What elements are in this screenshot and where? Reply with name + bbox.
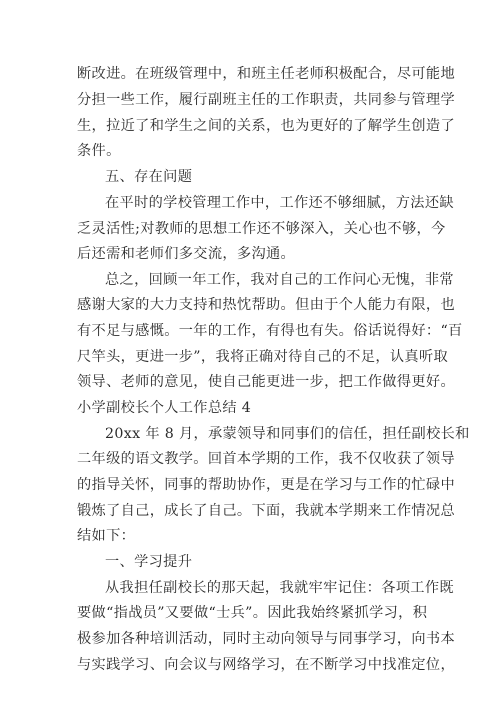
paragraph-line: 在平时的学校管理工作中，工作还不够细腻，方法还缺: [105, 195, 454, 211]
paragraph-line: 从我担任副校长的那天起，我就牢牢记住：各项工作既: [105, 580, 454, 596]
paragraph-line: 条件。: [77, 143, 121, 159]
paragraph-line: 锻炼了自己，成长了自己。下面，我就本学期来工作情况总: [77, 503, 455, 519]
paragraph-line: 与实践学习、向会议与网络学习，在不断学习中找准定位，: [77, 657, 455, 673]
paragraph-line: 的指导关怀，同事的帮助协作，更是在学习与工作的忙碌中: [77, 477, 455, 493]
paragraph-line: 有不足与感慨。一年的工作，有得也有失。俗话说得好：“百: [77, 323, 463, 339]
paragraph-line: 断改进。在班级管理中，和班主任老师积极配合，尽可能地: [77, 66, 455, 82]
paragraph-line: 后还需和老师们多交流，多沟通。: [77, 246, 296, 262]
paragraph-line: 要做“指战员”又要做“士兵”。因此我始终紧抓学习，积: [77, 605, 428, 621]
paragraph-line: 结如下：: [77, 528, 136, 544]
article-title: 小学副校长个人工作总结 4: [77, 400, 252, 416]
paragraph-line: 极参加各种培训活动，同时主动向领导与同事学习，向书本: [77, 631, 455, 647]
paragraph-line: 乏灵活性;对教师的思想工作还不够深入，关心也不够，今: [77, 221, 446, 237]
paragraph-line: 二年级的语文教学。回首本学期的工作，我不仅收获了领导: [77, 451, 455, 467]
paragraph-line: 20xx 年 8 月，承蒙领导和同事们的信任，担任副校长和: [105, 426, 470, 442]
paragraph-line: 生，拉近了和学生之间的关系，也为更好的了解学生创造了: [77, 118, 455, 134]
paragraph-line: 分担一些工作，履行副班主任的工作职责，共同参与管理学: [77, 92, 455, 108]
paragraph-line: 感谢大家的大力支持和热忱帮助。但由于个人能力有限，也: [77, 297, 455, 313]
section-heading: 一、学习提升: [105, 554, 193, 570]
paragraph-line: 领导、老师的意见，使自己能更进一步，把工作做得更好。: [77, 374, 455, 390]
paragraph-line: 总之，回顾一年工作，我对自己的工作问心无愧，非常: [105, 272, 454, 288]
section-heading: 五、存在问题: [105, 169, 193, 185]
paragraph-line: 尺竿头，更进一步”，我将正确对待自己的不足，认真听取: [77, 349, 449, 365]
